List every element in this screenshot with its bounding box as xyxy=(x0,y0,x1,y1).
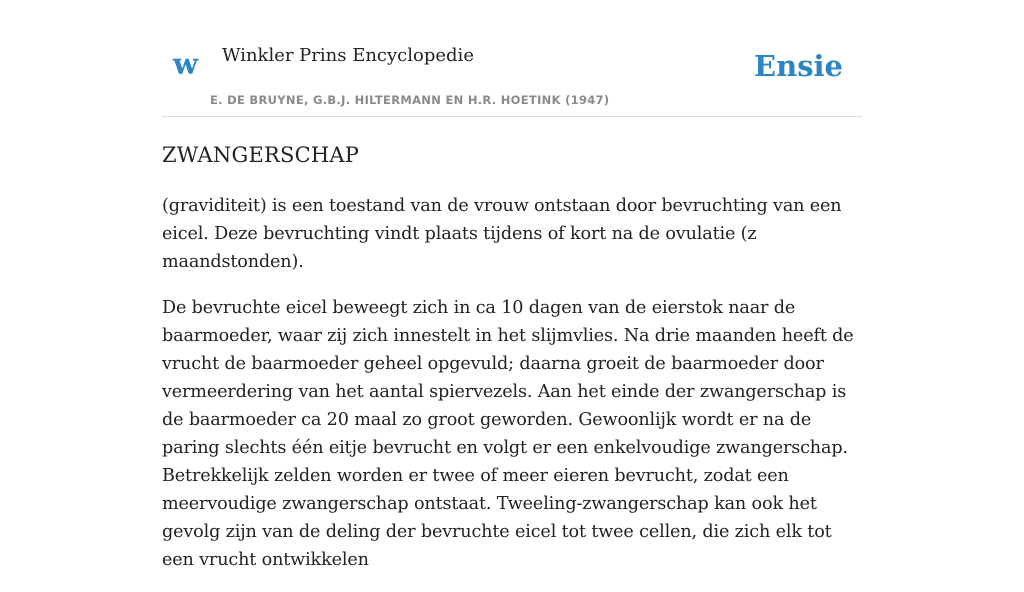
encyclopedia-logo[interactable]: w xyxy=(173,47,198,81)
article xyxy=(162,140,864,592)
article-paragraph-1: (graviditeit) is een toestand van de vrouw ontstaan door bevruchting van een eicel. Deze bevruchting vindt plaats tijdens of kort na de ovulatie (z maandstonden). xyxy=(162,196,842,272)
article-headword: ZWANGERSCHAP xyxy=(162,143,360,167)
site-header xyxy=(162,0,862,117)
publication-title[interactable]: Winkler Prins Encyclopedie xyxy=(222,45,474,66)
publication-authors: E. DE BRUYNE, G.B.J. HILTERMANN EN H.R. HOETINK (1947) xyxy=(210,93,610,107)
article-paragraph-2: De bevruchte eicel beweegt zich in ca 10 dagen van de eierstok naar de baarmoeder, waar zij zich innestelt in het slijmvlies. Na drie maanden heeft de vrucht de baarmoeder geheel opgevuld; daarna groeit de baarmoeder door vermeerdering van het aantal spiervezels. Aan het einde der zwangerschap is de baarmoeder ca 20 maal zo groot geworden. Gewoonlijk wordt er na de paring slechts één eitje bevrucht en volgt er een enkelvoudige zwangerschap. Betrekkelijk zelden worden er twee of meer eieren bevrucht, zodat een meervoudige zwangerschap ontstaat. Tweeling-zwangerschap kan ook het gevolg zijn van de deling der bevruchte eicel tot twee cellen, die zich elk tot een vrucht ontwikkelen xyxy=(162,298,854,570)
ensie-brand-link[interactable]: Ensie xyxy=(754,49,843,83)
